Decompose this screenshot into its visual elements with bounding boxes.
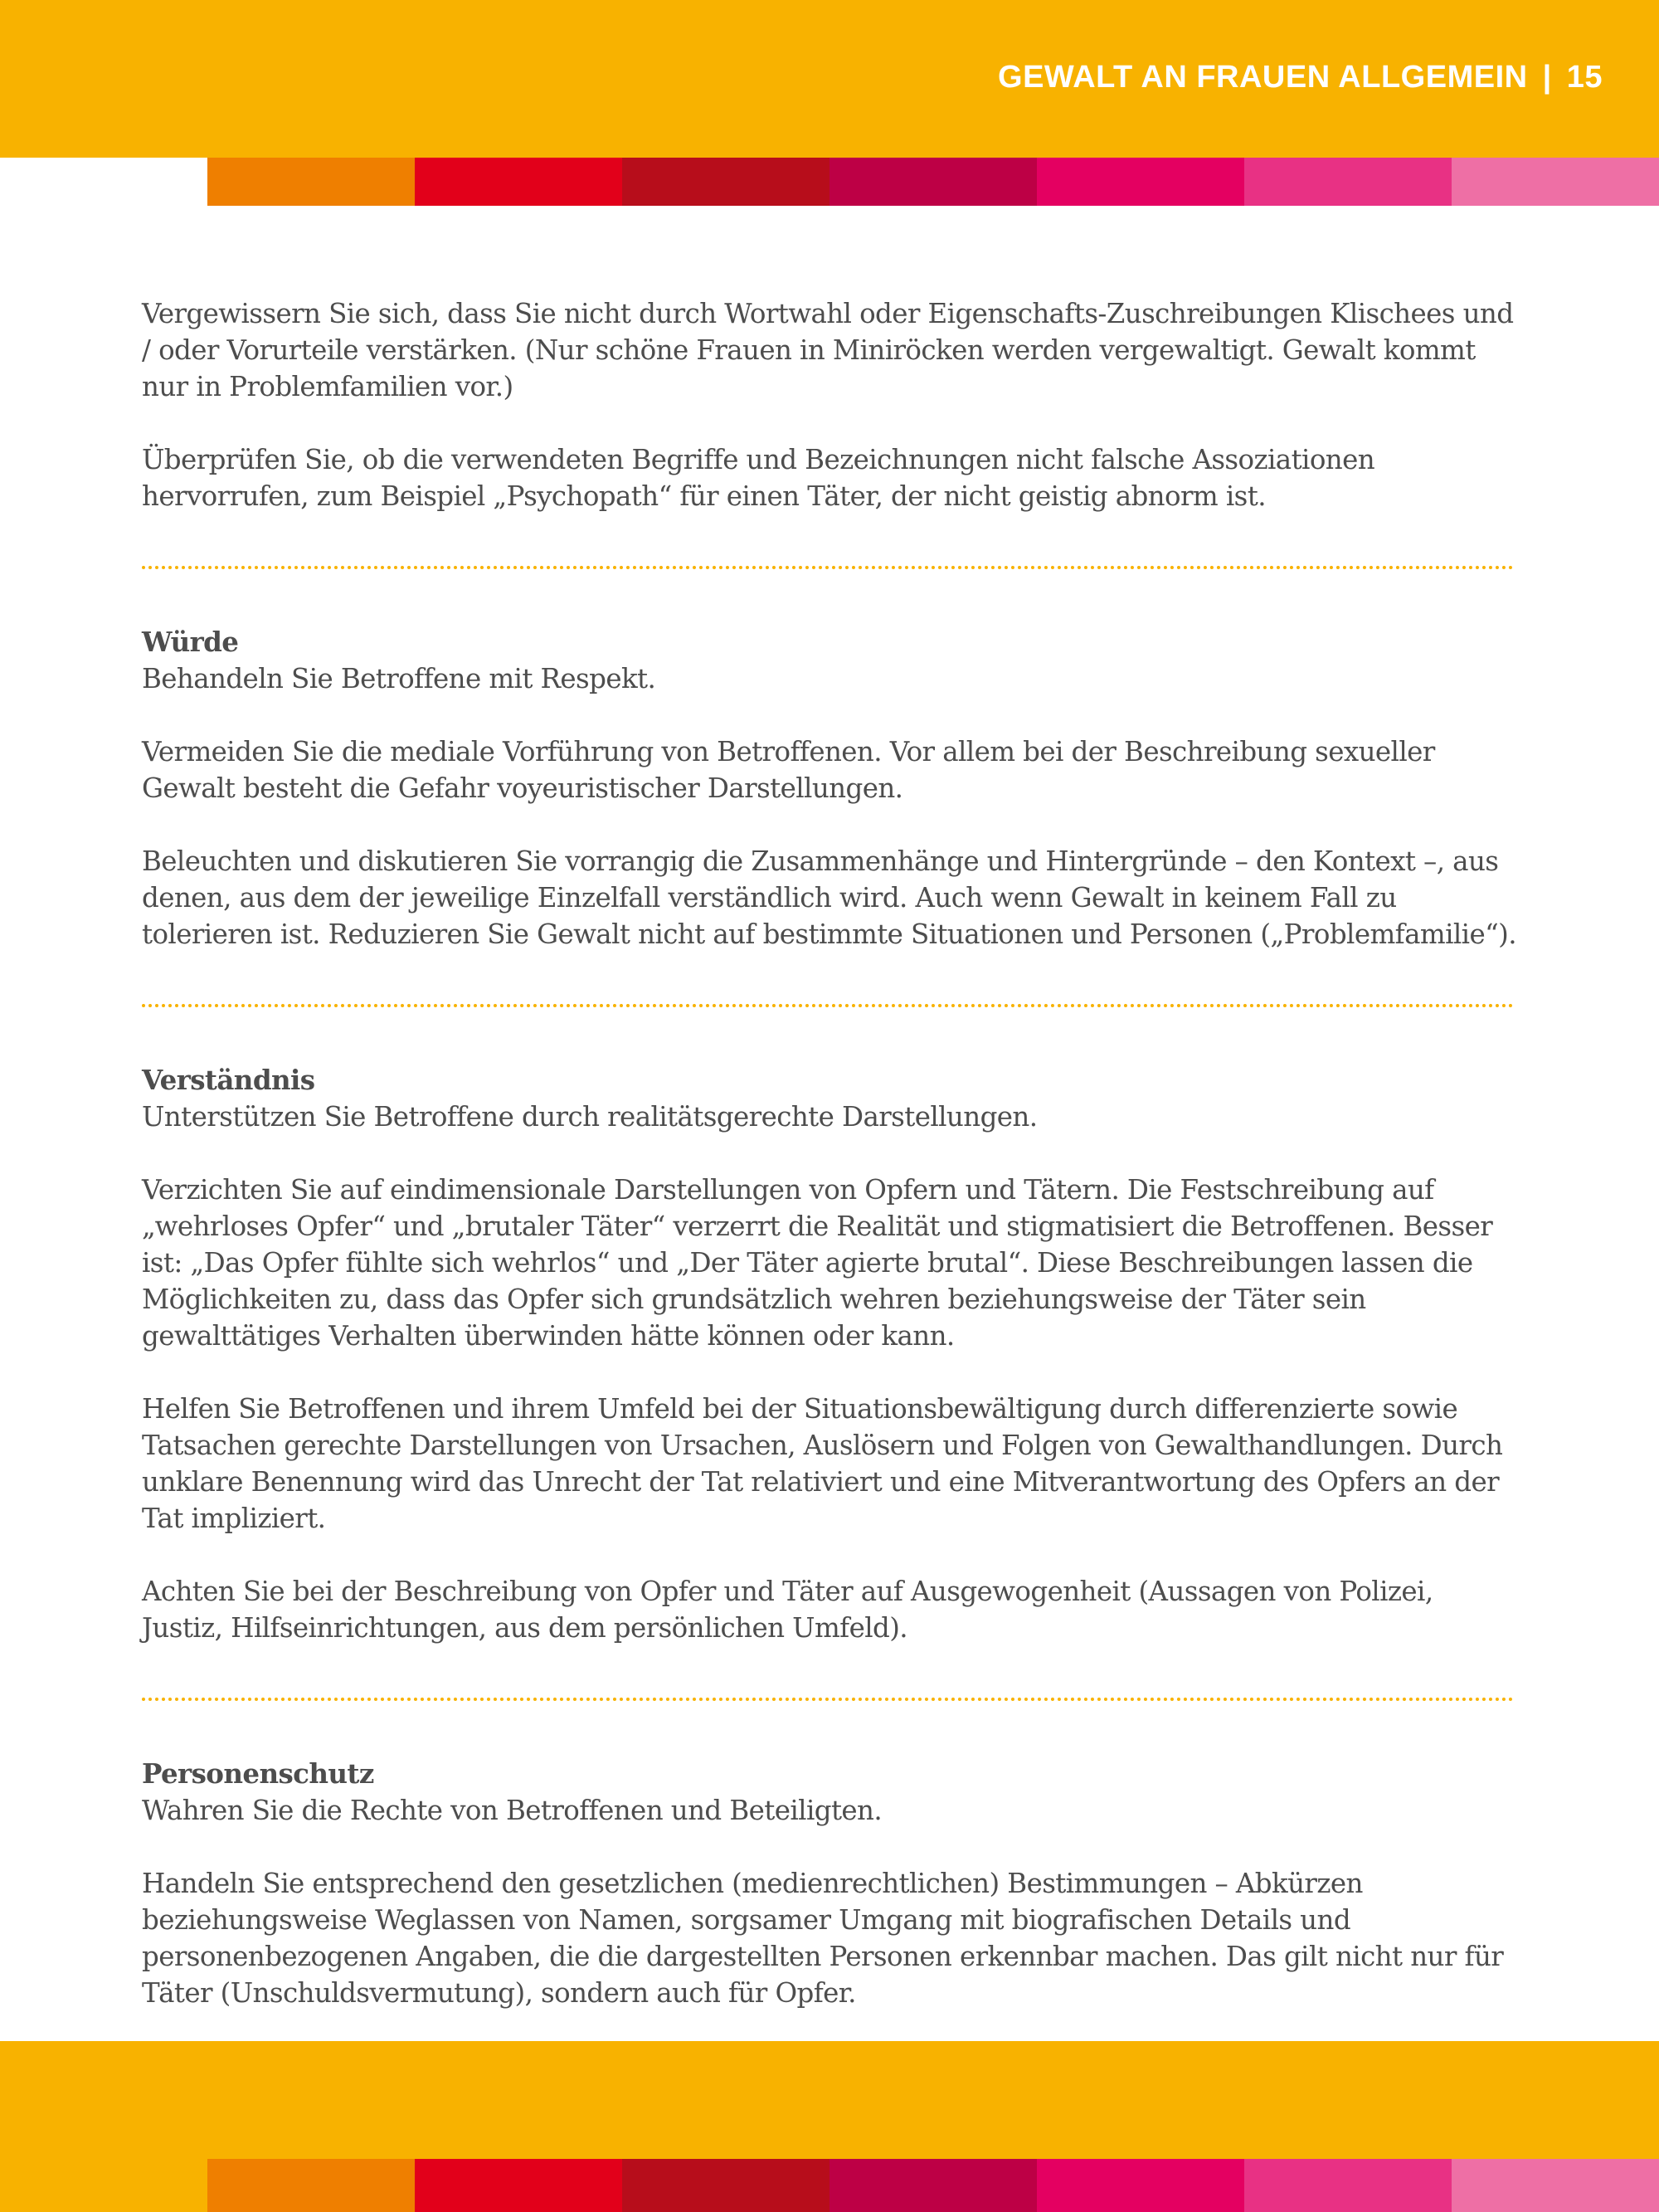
color-stripe-top [207, 158, 1659, 206]
section-paragraph: Verzichten Sie auf eindimensionale Darstellungen von Opfern und Tätern. Die Festschreibung auf „wehrloses Opfer“ und „brutaler Täter“ verzerrt die Realität und stigmatisiert die Betroffenen. Besser ist: „Das Opfer fühlte sich wehrlos“ und „Der Täter agierte brutal“. Diese Beschreibungen lassen die Möglichkeiten zu, dass das Opfer sich grundsätzlich wehren beziehungsweise der Täter sein gewalttätiges Verhalten überwinden hätte können oder kann. [142, 1174, 1493, 1352]
intro-paragraph: Vergewissern Sie sich, dass Sie nicht durch Wortwahl oder Eigenschafts-Zuschreibungen Klischees und / oder Vorurteile verstärken. (Nur schöne Frauen in Miniröcken werden vergewaltigt. Gewalt kommt nur in Problemfamilien vor.) [142, 298, 1514, 402]
page-content [142, 295, 1519, 2011]
page-number: 15 [1566, 60, 1603, 95]
section-lead: Behandeln Sie Betroffene mit Respekt. [142, 663, 656, 694]
section-heading: Personenschutz [142, 1757, 374, 1790]
section-heading: Würde [142, 626, 239, 658]
stripe-segment [415, 2159, 622, 2212]
section-paragraph: Helfen Sie Betroffenen und ihrem Umfeld bei der Situationsbewältigung durch differenzierte sowie Tatsachen gerechte Darstellungen von Ursachen, Auslösern und Folgen von Gewalthandlungen. Durch unklare Benennung wird das Unrecht der Tat relativiert und eine Mitverantwortung des Opfers an der Tat impliziert. [142, 1393, 1503, 1534]
stripe-segment [830, 2159, 1037, 2212]
stripe-segment [1452, 2159, 1659, 2212]
section-paragraph: Handeln Sie entsprechend den gesetzlichen (medienrechtlichen) Bestimmungen – Abkürzen beziehungsweise Weglassen von Namen, sorgsamer Umgang mit biografischen Details und personenbezogenen Angaben, die die dargestellten Personen erkennbar machen. Das gilt nicht nur für Täter (Unschuldsvermutung), sondern auch für Opfer. [142, 1868, 1504, 2009]
stripe-segment [830, 158, 1037, 206]
header-separator: | [1542, 60, 1552, 95]
stripe-segment [207, 2159, 415, 2212]
section-lead: Unterstützen Sie Betroffene durch realitätsgerechte Darstellungen. [142, 1101, 1038, 1133]
intro-paragraph: Überprüfen Sie, ob die verwendeten Begriffe und Bezeichnungen nicht falsche Assoziationen hervorrufen, zum Beispiel „Psychopath“ für einen Täter, der nicht geistig abnorm ist. [142, 444, 1375, 512]
stripe-segment [1452, 158, 1659, 206]
section-paragraph: Vermeiden Sie die mediale Vorführung von Betroffenen. Vor allem bei der Beschreibung sexueller Gewalt besteht die Gefahr voyeuristischer Darstellungen. [142, 736, 1435, 804]
stripe-segment [1037, 158, 1244, 206]
color-stripe-bottom [207, 2159, 1659, 2212]
stripe-segment [622, 158, 830, 206]
stripe-segment [1244, 158, 1452, 206]
dotted-divider [142, 1698, 1514, 1701]
dotted-divider [142, 566, 1514, 569]
section-lead: Wahren Sie die Rechte von Betroffenen und Beteiligten. [142, 1795, 883, 1826]
chapter-title: GEWALT AN FRAUEN ALLGEMEIN [998, 60, 1528, 95]
stripe-segment [622, 2159, 830, 2212]
section-personenschutz [142, 1756, 1519, 2011]
stripe-segment [1037, 2159, 1244, 2212]
section-verstaendnis [142, 1062, 1519, 1646]
section-wuerde [142, 624, 1519, 953]
stripe-segment [415, 158, 622, 206]
stripe-segment [207, 158, 415, 206]
dotted-divider [142, 1004, 1514, 1007]
stripe-segment [1244, 2159, 1452, 2212]
section-paragraph: Beleuchten und diskutieren Sie vorrangig die Zusammenhänge und Hintergründe – den Kontext –, aus denen, aus dem der jeweilige Einzelfall verständlich wird. Auch wenn Gewalt in keinem Fall zu tolerieren ist. Reduzieren Sie Gewalt nicht auf bestimmte Situationen und Personen („Problemfamilie“). [142, 845, 1516, 950]
section-heading: Verständnis [142, 1064, 315, 1096]
running-header [998, 60, 1603, 95]
header-band [0, 0, 1659, 158]
section-paragraph: Achten Sie bei der Beschreibung von Opfer und Täter auf Ausgewogenheit (Aussagen von Polizei, Justiz, Hilfseinrichtungen, aus dem persönlichen Umfeld). [142, 1576, 1433, 1644]
